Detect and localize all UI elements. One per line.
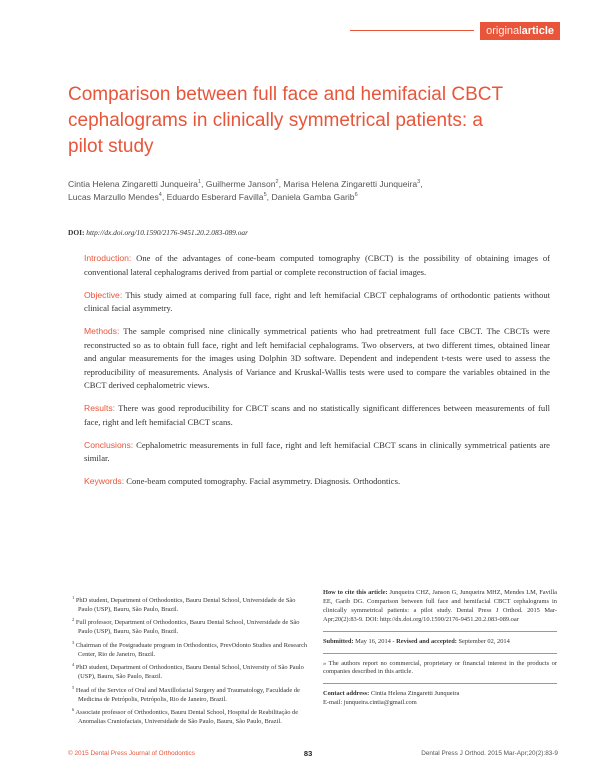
contact-email[interactable]: E-mail: junqueira.cintia@gmail.com bbox=[323, 699, 417, 707]
page-footer bbox=[68, 749, 558, 758]
abstract-conclusions-head: Conclusions: bbox=[84, 439, 134, 450]
abstract-methods bbox=[84, 325, 550, 393]
doi-link[interactable]: http://dx.doi.org/10.1590/2176-9451.20.2.083-089.oar bbox=[86, 228, 248, 237]
footnote-item: $^3$ Chairman of the Postgraduate program in Orthodontics, PrevOdonto Studies and Research Center, Rio de Janeiro, Brazil. bbox=[72, 639, 308, 658]
abstract-conclusions bbox=[84, 439, 550, 466]
author-2: Guilherme Janson$^2$, bbox=[205, 179, 284, 189]
page-number: 83 bbox=[303, 749, 313, 758]
author-list bbox=[68, 178, 568, 204]
author-1: Cintia Helena Zingaretti Junqueira$^1$, bbox=[68, 179, 206, 189]
abstract-conclusions-text: Cephalometric measurements in full face, right and left hemifacial CBCT scans in clinically symmetrical patients are similar. bbox=[84, 439, 550, 463]
divider bbox=[323, 631, 557, 632]
section-tag-thin: original bbox=[486, 24, 522, 37]
affiliation-footnotes bbox=[68, 594, 310, 729]
article-title: Comparison between full face and hemifacial CBCT cephalograms in clinically symmetrical patients: a pilot study bbox=[68, 84, 503, 157]
divider bbox=[323, 683, 557, 684]
author-6: Daniela Gamba Garib$^6$ bbox=[271, 192, 358, 202]
section-tag bbox=[480, 22, 560, 40]
abstract-results bbox=[84, 402, 550, 429]
how-to-cite bbox=[323, 589, 557, 625]
disclosure-note: » The authors report no commercial, proprietary or financial interest in the products or companies described in this article. bbox=[323, 659, 557, 676]
abstract-objective-head: Objective: bbox=[84, 289, 123, 300]
abstract-keywords bbox=[84, 475, 550, 489]
submission-dates: Submitted: May 16, 2014 - Revised and accepted: September 02, 2014 bbox=[323, 637, 510, 645]
abstract-methods-head: Methods: bbox=[84, 326, 120, 336]
how-to-cite-text: Junqueira CHZ, Janson G, Junqueira MHZ, Mendes LM, Favilla EE, Garib DG. Comparison between full face and hemifacial CBCT cephalograms in clinically symmetrical patients: a pilot study. Dental Press J Orthod. 2015 Mar-Apr;20(2):83-9. DOI: http://dx.doi.org/10.1590/2176-9451.20.2.083-089.oar bbox=[323, 589, 557, 623]
footnote-item: $^2$ Full professor, Department of Orthodontics, Bauru Dental School, Universidade de São Paulo (USP), Bauru, São Paulo, Brazil. bbox=[72, 617, 300, 636]
section-tag-bold: article bbox=[521, 24, 554, 37]
footnote-item: $^1$ PhD student, Department of Orthodontics, Bauru Dental School, Universidade de São Paulo (USP), Bauru, São Paulo, Brazil. bbox=[72, 595, 296, 614]
author-4: Lucas Marzullo Mendes$^4$, bbox=[68, 192, 167, 202]
abstract-methods-text: The sample comprised nine clinically symmetrical patients who had pretreatment full face CBCT. The CBCTs were reconstructed so as to obtain full face, right and left hemifacial cephalograms. Two observers, at two different times, obtained linear and angular measurements for the images using Dolphin 3D software. Dependent and independent t-tests were used to assess the reproducibility of measurements. Analysis of Variance and Kruskal-Wallis tests were used to compare the variables obtained in the CBCT derived cephalometric views. bbox=[84, 326, 550, 390]
footnote-item: $^5$ Head of the Service of Oral and Maxillofacial Surgery and Traumatology, Faculdade de Medicina de Petrópolis, Petrópolis, Rio de Janeiro, Brazil. bbox=[72, 684, 300, 703]
section-tag-bar bbox=[350, 20, 560, 41]
author-3: Marisa Helena Zingaretti Junqueira$^3$, bbox=[283, 179, 423, 189]
abstract-results-head: Results: bbox=[84, 403, 116, 413]
divider bbox=[323, 653, 557, 654]
abstract-keywords-head: Keywords: bbox=[84, 476, 125, 486]
abstract-results-text: There was good reproducibility for CBCT scans and no statistically significant differences between measurements of full face, right and left hemifacial CBCT scans. bbox=[84, 403, 550, 427]
contact-address: Contact address: Cintia Helena Zingaretti Junqueira E-mail: junqueira.cintia@gmail.com bbox=[323, 690, 460, 707]
abstract-objective bbox=[84, 289, 550, 316]
footnote-item: $^6$ Associate professor of Orthodontics, Bauru Dental School, Hospital de Reabilitação de Anomalias Craniofaciais, Universidade de São Paulo, Bauru, São Paulo, Brazil. bbox=[72, 707, 299, 726]
abstract-objective-text: This study aimed at comparing full face, right and left hemifacial CBCT cephalograms of orthodontic patients without clinical facial asymmetry. bbox=[84, 289, 551, 313]
article-info-column bbox=[323, 589, 557, 714]
footer-citation: Dental Press J Orthod. 2015 Mar-Apr;20(2):83-9 bbox=[421, 750, 558, 757]
abstract-introduction-head: Introduction: bbox=[84, 253, 132, 263]
footer-copyright: © 2015 Dental Press Journal of Orthodontics bbox=[68, 750, 195, 757]
tag-rule bbox=[350, 30, 474, 31]
doi-label: DOI: bbox=[68, 228, 85, 237]
abstract-introduction-text: One of the advantages of cone-beam computed tomography (CBCT) is the possibility of obtaining images of conventional lateral cephalograms derived from partial or complete reconstruction of facial images. bbox=[84, 253, 550, 277]
author-5: Eduardo Esberard Favilla$^5$, bbox=[166, 192, 272, 202]
footnote-item: $^4$ PhD student, Department of Orthodontics, Bauru Dental School, University of São Paulo (USP), Bauru, São Paulo, Brazil. bbox=[72, 662, 304, 681]
abstract bbox=[84, 252, 550, 498]
how-to-cite-head: How to cite this article: bbox=[323, 589, 388, 596]
abstract-keywords-text: Cone-beam computed tomography. Facial asymmetry. Diagnosis. Orthodontics. bbox=[126, 476, 401, 486]
abstract-introduction bbox=[84, 252, 550, 279]
doi-line bbox=[68, 228, 248, 237]
